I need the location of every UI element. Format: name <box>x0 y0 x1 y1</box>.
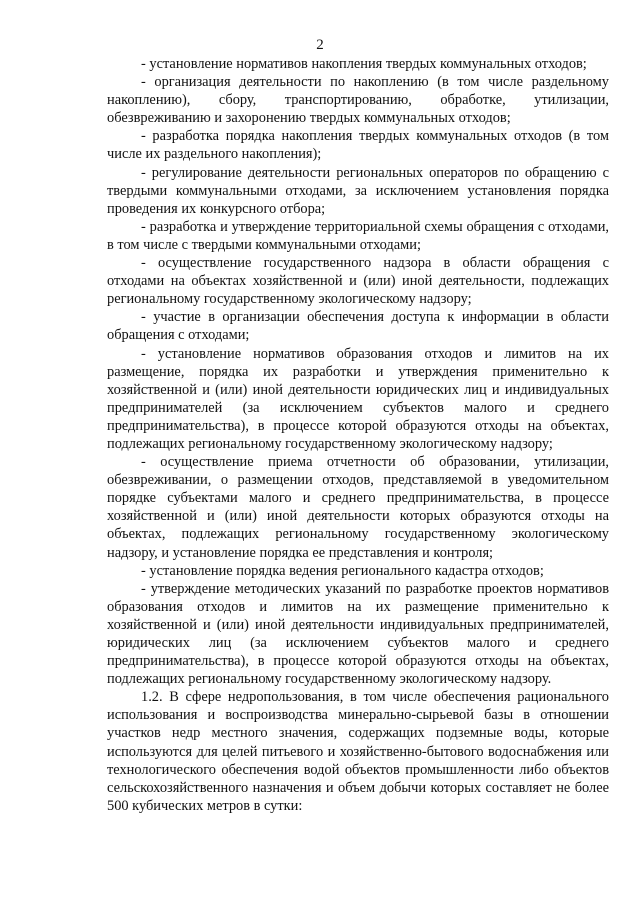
paragraph-territorial-scheme: - разработка и утверждение территориальной схемы обращения с отходами, в том числе с твердыми коммунальными отходами; <box>107 218 609 253</box>
paragraph-subsoil-use: 1.2. В сфере недропользования, в том числе обеспечения рационального использования и воспроизводства минерально-сырьевой базы в отношении участков недр местного значения, содержащих подземные воды, которые используются для целей питьевого и хозяйственно-бытового водоснабжения или технологического обеспечения водой объектов промышленности либо объектов сельскохозяйственного назначения и объем добычи которых составляет не более 500 кубических метров в сутки: <box>107 689 609 814</box>
paragraph-waste-generation-norms: - установление нормативов образования отходов и лимитов на их размещение, порядка их разработки и утверждения применительно к хозяйственной и (или) иной деятельности юридических лиц и индивидуальных предпринимателей (за исключением субъектов малого и среднего предпринимательства), в процессе которой образуются отходы на объектах, подлежащих региональному государственному экологическому надзору; <box>107 345 609 452</box>
paragraph-regional-cadastre: - установление порядка ведения регионального кадастра отходов; <box>141 562 544 579</box>
paragraph-accumulation-procedure: - разработка порядка накопления твердых коммунальных отходов (в том числе их раздельного накопления); <box>107 128 609 163</box>
paragraph-waste-activity-organization: - организация деятельности по накоплению (в том числе раздельному накоплению), сбору, транспортированию, обработке, утилизации, обезвреживанию и захоронению твердых коммунальных отходов; <box>107 74 609 127</box>
paragraph-information-access: - участие в организации обеспечения доступа к информации в области обращения с отходами; <box>107 309 609 344</box>
document-body <box>107 55 609 815</box>
paragraph-methodical-guidelines: - утверждение методических указаний по разработке проектов нормативов образования отходов и лимитов на их размещение применительно к хозяйственной и (или) иной деятельности индивидуальных предпринимателей, юридических лиц (за исключением субъектов малого и среднего предпринимательства), в процессе которой образуются отходы на объектах, подлежащих региональному государственному экологическому надзору. <box>107 580 609 688</box>
paragraph-state-supervision: - осуществление государственного надзора в области обращения с отходами на объектах хозяйственной и (или) иной деятельности, подлежащих региональному государственному экологическому надзору; <box>107 255 609 308</box>
page-number: 2 <box>316 37 324 53</box>
paragraph-reporting-acceptance: - осуществление приема отчетности об образовании, утилизации, обезвреживании, о размещении отходов, представляемой в уведомительном порядке субъектами малого и среднего предпринимательства, в процессе хозяйственной и (или) иной деятельности которых образуются отходы на объектах, подлежащих региональному государственному экологическому надзору, и установление порядка ее представления и контроля; <box>107 454 609 561</box>
paragraph-waste-standards: - установление нормативов накопления твердых коммунальных отходов; <box>141 56 587 72</box>
paragraph-regional-operators-regulation: - регулирование деятельности региональных операторов по обращению с твердыми коммунальными отходами, за исключением установления порядка проведения их конкурсного отбора; <box>107 164 609 217</box>
